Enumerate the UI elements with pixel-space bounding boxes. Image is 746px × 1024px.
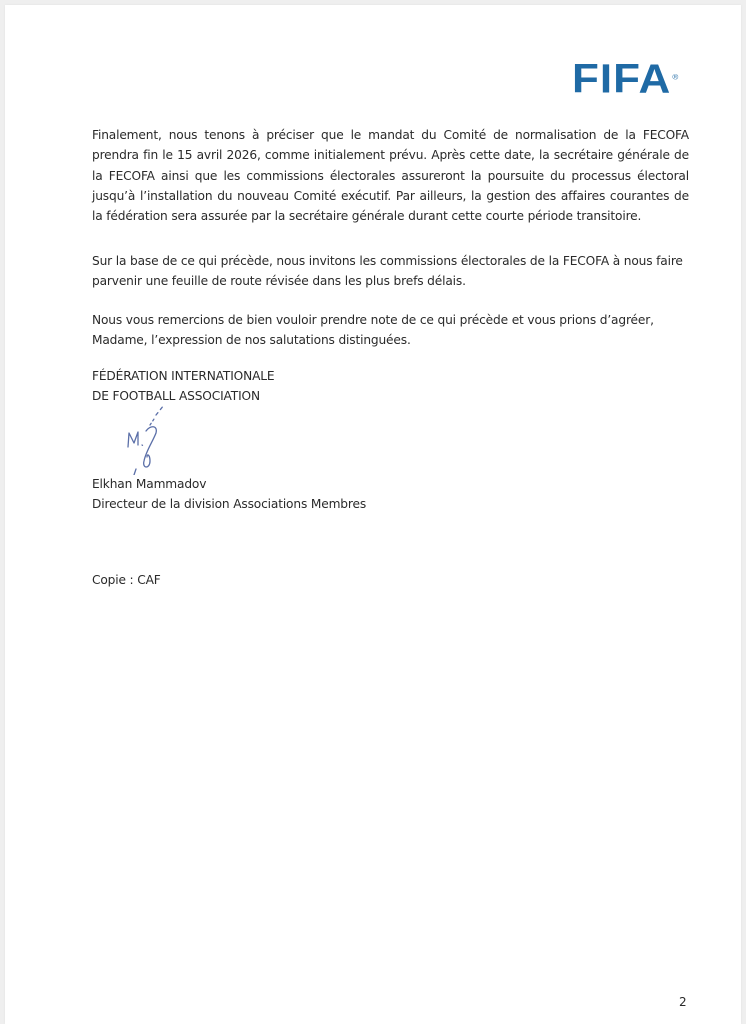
document-page — [5, 5, 741, 1024]
copy-recipients — [92, 570, 689, 590]
page-number: 2 — [679, 995, 687, 1009]
copy-text: Copie : CAF — [92, 573, 161, 587]
signatory-block — [92, 474, 689, 515]
fifa-logo — [572, 56, 680, 102]
registered-mark: ® — [672, 72, 680, 82]
signatory-title: Directeur de la division Associations Membres — [92, 497, 367, 512]
paragraph-closing — [92, 310, 689, 351]
paragraph-text: Sur la base de ce qui précède, nous invitons les commissions électorales de la FECOFA à nous faire parvenir une feuille de route révisée dans les plus brefs délais. — [92, 254, 683, 289]
logo-text: FIFA — [572, 56, 672, 102]
organization-line-2: DE FOOTBALL ASSOCIATION — [92, 389, 260, 404]
paragraph-text: Nous vous remercions de bien vouloir prendre note de ce qui précède et vous prions d’agréer, Madame, l’expression de nos salutations distinguées. — [92, 313, 654, 348]
organization-line-1: FÉDÉRATION INTERNATIONALE — [92, 369, 275, 383]
handwritten-signature-icon — [120, 395, 190, 475]
paragraph-text: Finalement, nous tenons à préciser que le mandat du Comité de normalisation de la FECOFA prendra fin le 15 avril 2026, comme initialement prévu. Après cette date, la secrétaire générale de la FECOFA ainsi que les commissions électorales assureront la poursuite du processus électoral jusqu’à l’installation du nouveau Comité exécutif. Par ailleurs, la gestion des affaires courantes de la fédération sera assurée par la secrétaire générale durant cette courte période transitoire. — [92, 128, 689, 224]
paragraph-mandate — [92, 125, 689, 226]
paragraph-roadmap-request — [92, 251, 689, 292]
signatory-name: Elkhan Mammadov — [92, 477, 207, 491]
